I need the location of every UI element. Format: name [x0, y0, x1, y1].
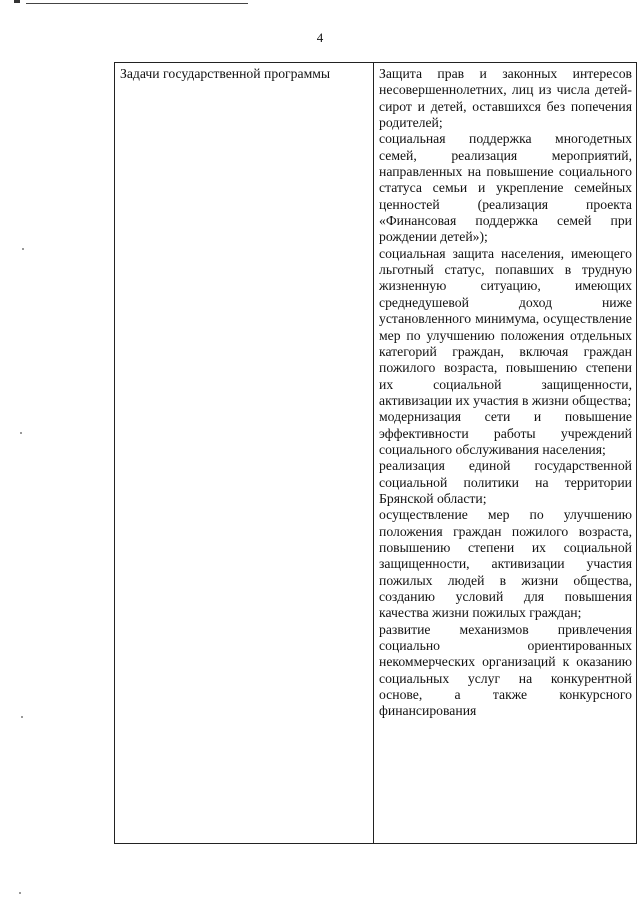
page-number: 4	[316, 30, 324, 45]
header-rule	[26, 3, 248, 4]
task-item: Защита прав и законных интересов несовершеннолетних, лиц из числа детей-сирот и детей, оставшихся без попечения родителей;	[379, 66, 632, 131]
scan-edge-mark	[14, 0, 20, 3]
task-item: развитие механизмов привлечения социально ориентированных некоммерческих организаций к оказанию социальных услуг на конкурентной основе, а также конкурсного финансирования	[379, 621, 632, 719]
program-tasks-table	[114, 62, 637, 844]
row-label: Задачи государственной программы	[120, 66, 331, 81]
table-row	[115, 63, 637, 844]
task-item: осуществление мер по улучшению положения граждан пожилого возраста, повышению степени их социальной защищенности, активизации участия пожилых людей в жизни общества, созданию условий для повышения качества жизни пожилых граждан;	[379, 507, 632, 621]
task-item: социальная защита населения, имеющего льготный статус, попавших в трудную жизненную ситуацию, имеющих среднедушевой доход ниже установленного минимума, осуществление мер по улучшению положения отдельных категорий граждан, включая граждан пожилого возраста, повышению степени их социальной защищенности, активизации их участия в жизни общества;	[379, 245, 632, 408]
task-item: социальная поддержка многодетных семей, реализация мероприятий, направленных на повышение социального статуса семьи и укрепление семейных ценностей (реализация проекта «Финансовая поддержка семей при рождении детей»);	[379, 131, 632, 245]
row-label-cell	[115, 63, 374, 844]
task-item: реализация единой государственной социальной политики на территории Брянской области;	[379, 458, 632, 506]
scan-speck	[21, 716, 23, 718]
scan-speck	[19, 892, 21, 894]
scan-speck	[22, 248, 24, 250]
tasks-cell	[374, 63, 637, 844]
task-item: модернизация сети и повышение эффективности работы учреждений социального обслуживания населения;	[379, 409, 632, 457]
scan-speck	[20, 432, 22, 434]
